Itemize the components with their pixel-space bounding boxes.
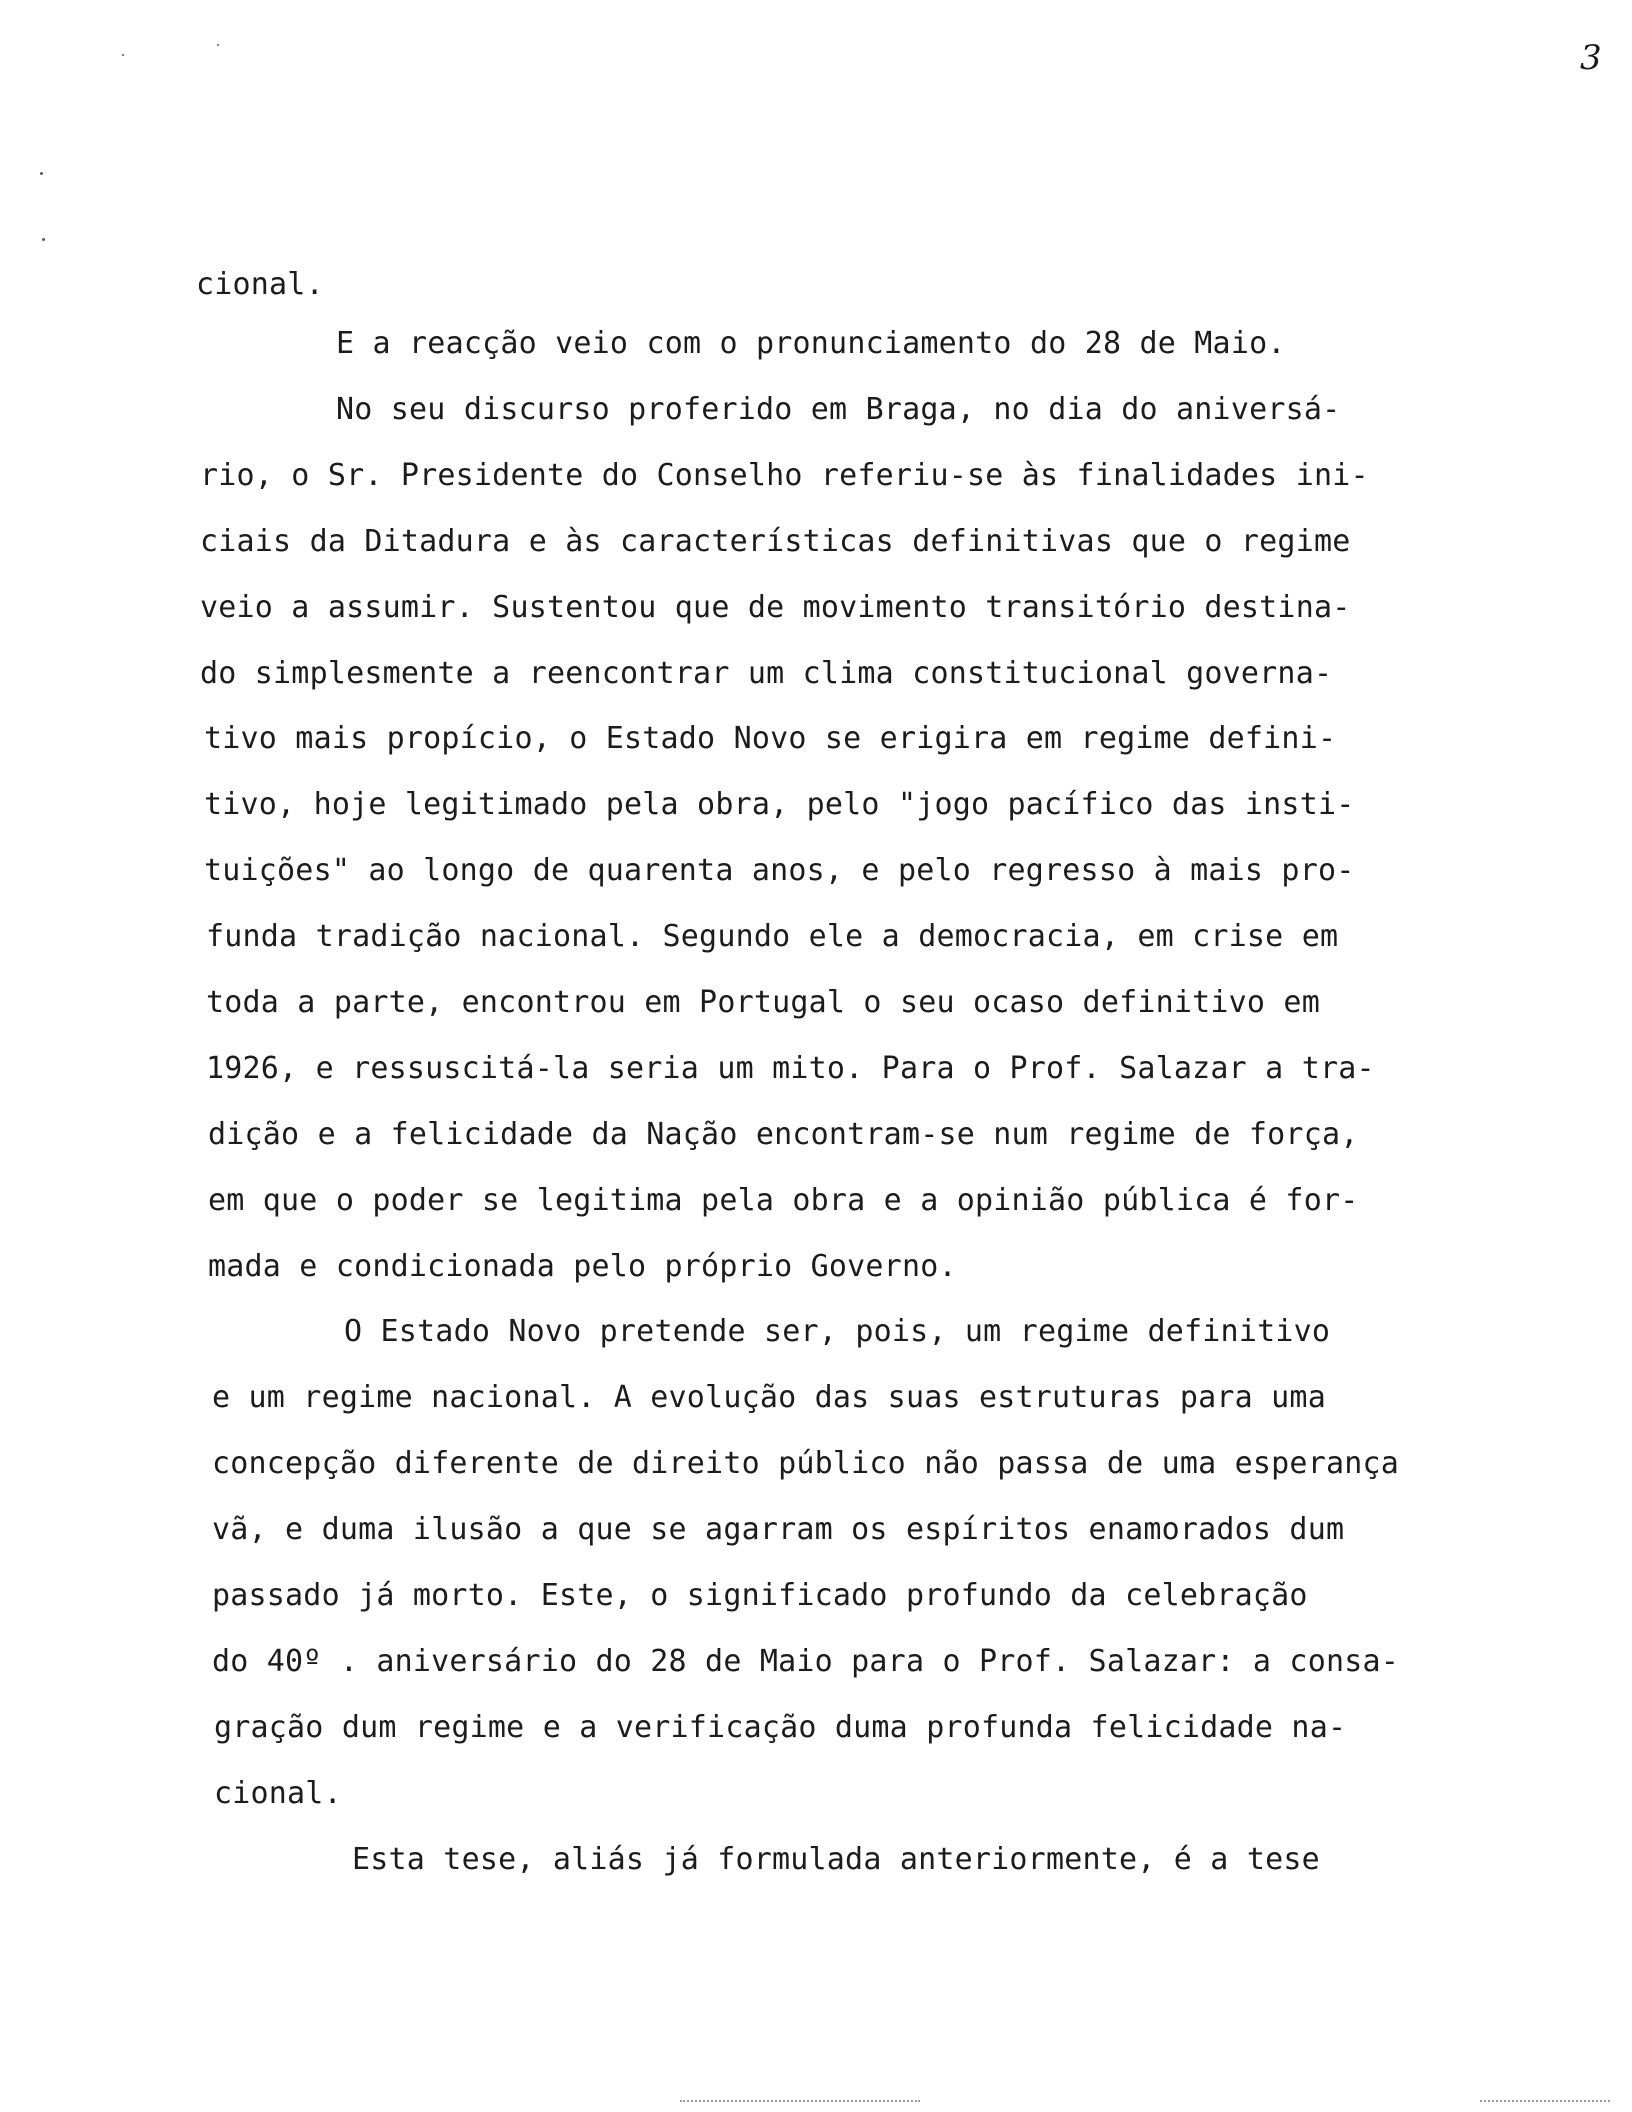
scan-speck — [122, 54, 124, 56]
text-line: O Estado Novo pretende ser, pois, um regime definitivo — [344, 1314, 1331, 1349]
text-line: rio, o Sr. Presidente do Conselho referiu-se às finalidades ini- — [200, 458, 1369, 493]
text-line: funda tradição nacional. Segundo ele a democracia, em crise em — [206, 919, 1339, 954]
text-line: em que o poder se legitima pela obra e a opinião pública é for- — [208, 1183, 1359, 1218]
text-line: do 40º . aniversário do 28 de Maio para o Prof. Salazar: a consa- — [212, 1644, 1399, 1679]
text-line: vã, e duma ilusão a que se agarram os espíritos enamorados dum — [212, 1512, 1345, 1547]
text-line: tuições" ao longo de quarenta anos, e pelo regresso à mais pro- — [204, 853, 1355, 888]
text-line: 1926, e ressuscitá-la seria um mito. Para o Prof. Salazar a tra- — [206, 1051, 1375, 1086]
text-line: dição e a felicidade da Nação encontram-se num regime de força, — [208, 1117, 1359, 1152]
scan-dots — [680, 2100, 920, 2104]
text-line: cional. — [214, 1776, 342, 1811]
scan-speck — [217, 44, 219, 46]
text-line: E a reacção veio com o pronunciamento do 28 de Maio. — [336, 326, 1286, 361]
text-line: veio a assumir. Sustentou que de movimento transitório destina- — [200, 590, 1351, 625]
page-number: 3 — [1580, 38, 1602, 78]
text-line: concepção diferente de direito público não passa de uma esperança — [212, 1446, 1399, 1481]
text-line: tivo, hoje legitimado pela obra, pelo "jogo pacífico das insti- — [204, 787, 1355, 822]
text-line: e um regime nacional. A evolução das suas estruturas para uma — [212, 1380, 1326, 1415]
text-line: toda a parte, encontrou em Portugal o seu ocaso definitivo em — [206, 985, 1320, 1020]
text-line: No seu discurso proferido em Braga, no dia do aniversá- — [336, 392, 1341, 427]
text-line: mada e condicionada pelo próprio Governo. — [208, 1249, 957, 1284]
text-line: do simplesmente a reencontrar um clima constitucional governa- — [200, 656, 1333, 691]
scan-speck — [40, 172, 43, 175]
text-line: tivo mais propício, o Estado Novo se erigira em regime defini- — [204, 721, 1337, 756]
text-line: Esta tese, aliás já formulada anteriormente, é a tese — [352, 1842, 1320, 1877]
scan-dots — [1480, 2100, 1610, 2104]
text-line: cional. — [196, 267, 324, 302]
text-line: passado já morto. Este, o significado profundo da celebração — [212, 1578, 1308, 1613]
text-line: ciais da Ditadura e às características definitivas que o regime — [200, 524, 1351, 559]
text-line: gração dum regime e a verificação duma profunda felicidade na- — [214, 1710, 1347, 1745]
scan-speck — [42, 238, 45, 241]
